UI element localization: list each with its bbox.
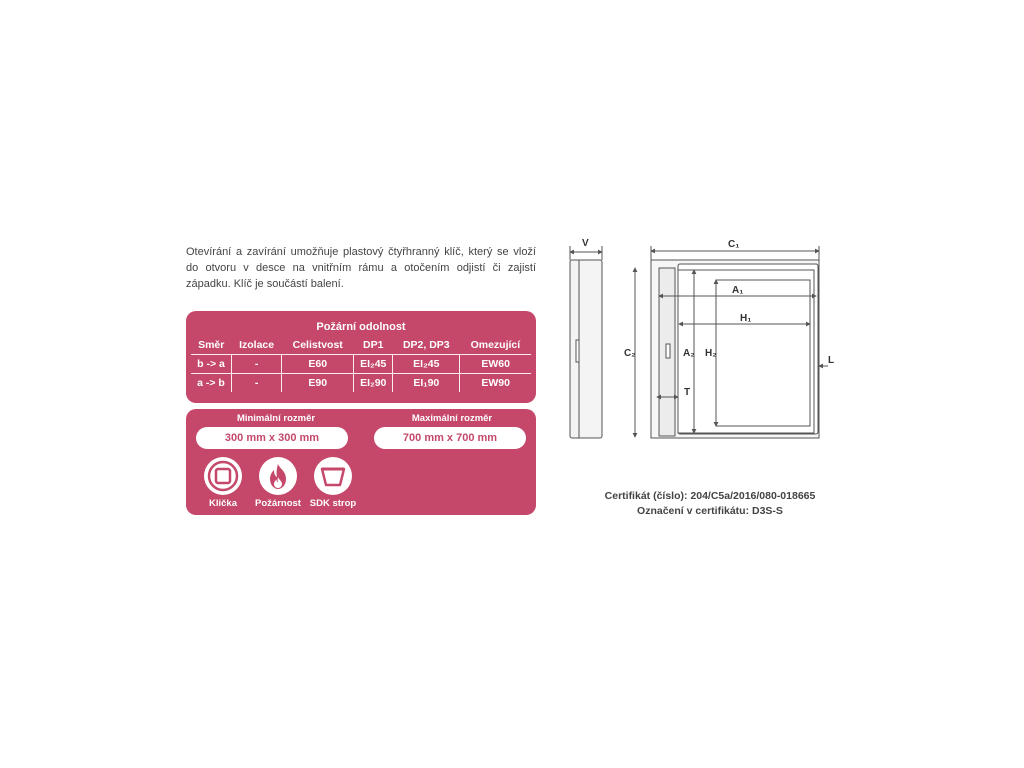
label-c2: C₂ bbox=[624, 348, 636, 359]
intro-text: Otevírání a zavírání umožňuje plastový čtyřhranný klíč, který se vloží do otvoru v desce na vnitřním rámu a otočením odjistí či zajistí západku. Klíč je součástí balení. bbox=[186, 246, 536, 290]
front-view-lock bbox=[666, 344, 670, 358]
table-cell: b -> a bbox=[191, 355, 231, 374]
feature-label-sdk-strop: SDK strop bbox=[309, 498, 357, 509]
header-omezujici: Omezující bbox=[460, 336, 531, 355]
size-panel bbox=[186, 409, 536, 515]
label-h2: H₂ bbox=[705, 348, 717, 359]
label-v: V bbox=[582, 238, 589, 249]
key-square-icon bbox=[204, 457, 242, 495]
front-view-panel bbox=[716, 280, 810, 426]
max-size-label: Maximální rozměr bbox=[411, 413, 493, 424]
fire-resistance-title: Požární odolnost bbox=[316, 321, 406, 333]
flame-icon bbox=[259, 457, 297, 495]
table-row bbox=[191, 355, 531, 374]
max-size-value: 700 mm x 700 mm bbox=[374, 427, 526, 449]
label-a1: A₁ bbox=[732, 285, 744, 296]
header-dp1: DP1 bbox=[354, 336, 393, 355]
table-cell: EW90 bbox=[460, 374, 531, 393]
side-view-latch bbox=[576, 340, 579, 362]
certificate-number: Certifikát (číslo): 204/C5a/2016/080-018665 bbox=[604, 490, 816, 502]
table-cell: EI₁90 bbox=[393, 374, 460, 393]
label-t: T bbox=[684, 387, 691, 398]
table-cell: E60 bbox=[282, 355, 354, 374]
table-cell: EI₂90 bbox=[354, 374, 393, 393]
table-cell: EI₂45 bbox=[393, 355, 460, 374]
table-cell: EW60 bbox=[460, 355, 531, 374]
table-cell: E90 bbox=[282, 374, 354, 393]
table-row bbox=[191, 374, 531, 393]
certificate-designation: Označení v certifikátu: D3S-S bbox=[637, 505, 783, 517]
header-dp2-dp3: DP2, DP3 bbox=[393, 336, 460, 355]
table-cell: a -> b bbox=[197, 377, 225, 389]
header-izolace: Izolace bbox=[231, 336, 281, 355]
header-smer: Směr bbox=[191, 336, 231, 355]
table-header-row bbox=[191, 336, 531, 355]
feature-label-pozarnost: Požárnost bbox=[255, 498, 301, 509]
technical-drawing bbox=[560, 232, 840, 464]
label-c1: C₁ bbox=[728, 239, 740, 250]
header-celistvost: Celistvost bbox=[282, 336, 354, 355]
label-h1: H₁ bbox=[740, 313, 752, 324]
label-l: L bbox=[828, 355, 835, 366]
table-cell: - bbox=[231, 355, 281, 374]
label-a2: A₂ bbox=[683, 348, 695, 359]
side-view-frame bbox=[570, 260, 602, 438]
min-size-value: 300 mm x 300 mm bbox=[196, 427, 348, 449]
table-cell: EI₂45 bbox=[354, 355, 393, 374]
fire-resistance-panel bbox=[186, 311, 536, 403]
table-cell: - bbox=[231, 374, 281, 393]
min-size-label: Minimální rozměr bbox=[236, 413, 316, 424]
fire-resistance-table bbox=[191, 336, 531, 392]
ceiling-board-icon bbox=[314, 457, 352, 495]
feature-label-klicka: Klička bbox=[209, 498, 237, 509]
